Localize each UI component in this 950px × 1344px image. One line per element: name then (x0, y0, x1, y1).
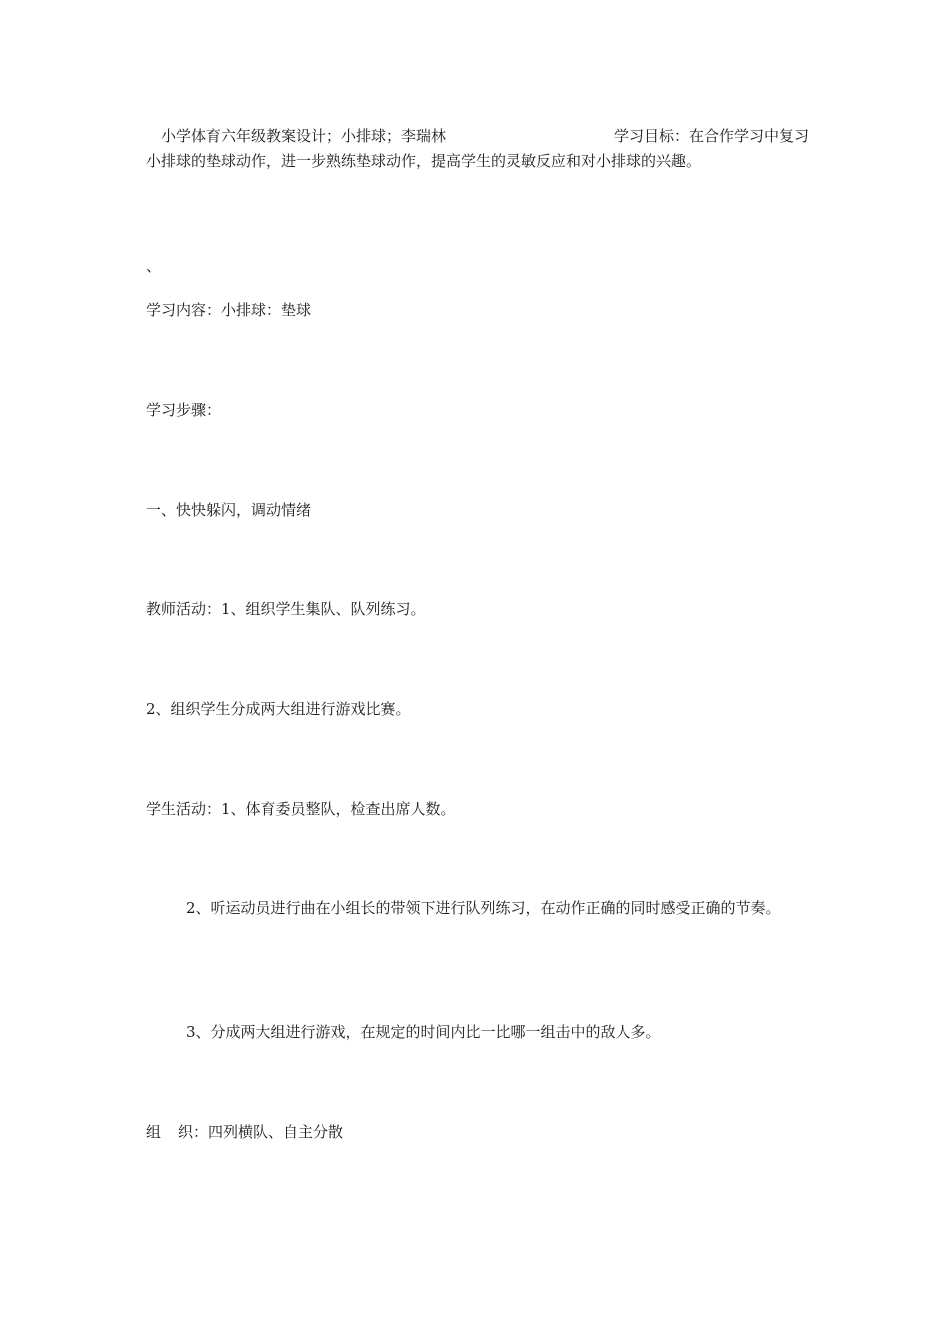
learning-objective: 学习目标：在合作学习中复习小排球的垫球动作，进一步熟练垫球动作，提高学生的灵敏反应和对小排球的兴趣。 (146, 127, 810, 170)
organization-text: ：四列横队、自主分散 (193, 1123, 344, 1141)
teacher-activity-2: 2、组织学生分成两大组进行游戏比赛。 (146, 700, 411, 718)
organization-char-2: 织 (178, 1123, 194, 1141)
organization-line (146, 1120, 810, 1145)
section-one-heading: 一、快快躲闪，调动情绪 (146, 501, 312, 519)
learning-content: 学习内容：小排球：垫球 (146, 301, 312, 319)
teacher-activity-1: 教师活动：1、组织学生集队、队列练习。 (146, 600, 426, 618)
student-activity-1: 学生活动：1、体育委员整队，检查出席人数。 (146, 800, 456, 818)
lesson-title: 小学体育六年级教案设计；小排球；李瑞林 (161, 127, 447, 145)
intro-paragraph (146, 124, 810, 174)
organization-char-1: 组 (146, 1123, 162, 1141)
steps-heading: 学习步骤： (146, 401, 222, 419)
stray-mark: 、 (146, 257, 162, 275)
student-activity-3: 3、分成两大组进行游戏，在规定的时间内比一比哪一组击中的敌人多。 (186, 1023, 661, 1041)
student-activity-2: 2、听运动员进行曲在小组长的带领下进行队列练习，在动作正确的同时感受正确的节奏。 (186, 899, 781, 917)
